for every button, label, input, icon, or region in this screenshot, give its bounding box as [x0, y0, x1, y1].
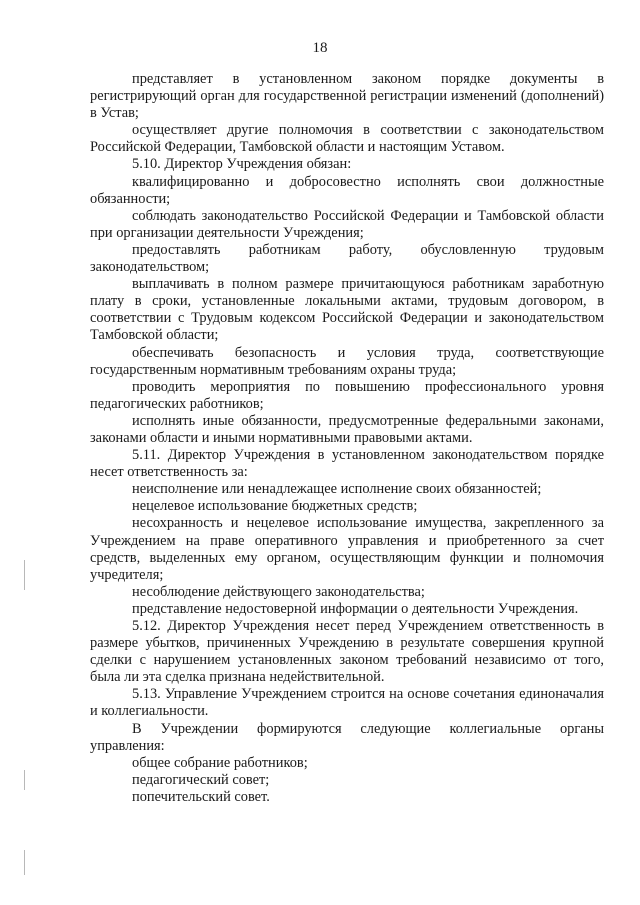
paragraph: исполнять иные обязанности, предусмотренные федеральными законами, законами области и иными нормативными правовыми актами.	[90, 412, 604, 446]
paragraph: В Учреждении формируются следующие коллегиальные органы управления:	[90, 720, 604, 754]
paragraph: несоблюдение действующего законодательства;	[132, 583, 425, 600]
scan-edge-mark	[24, 560, 25, 590]
list-item: попечительский совет.	[132, 788, 270, 805]
section-heading: 5.10. Директор Учреждения обязан:	[132, 156, 352, 173]
paragraph: представляет в установленном законом порядке документы в регистрирующий орган для государственной регистрации изменений (дополнений) в Устав;	[90, 71, 604, 122]
paragraph: выплачивать в полном размере причитающуюся работникам заработную плату в сроки, установленные локальными актами, трудовым договором, в соответствии с Трудовым кодексом Российской Федерации и законодательством Тамбовской области;	[90, 276, 604, 344]
section-heading: 5.11. Директор Учреждения в установленном законодательством порядке несет ответственность за:	[90, 447, 604, 481]
list-item: общее собрание работников;	[132, 754, 308, 771]
paragraph: осуществляет другие полномочия в соответствии с законодательством Российской Федерации, Тамбовской области и настоящим Уставом.	[90, 122, 604, 156]
paragraph: соблюдать законодательство Российской Федерации и Тамбовской области при организации деятельности Учреждения;	[90, 207, 604, 241]
paragraph: неисполнение или ненадлежащее исполнение своих обязанностей;	[132, 481, 542, 498]
paragraph: представление недостоверной информации о деятельности Учреждения.	[132, 600, 579, 617]
paragraph: предоставлять работникам работу, обусловленную трудовым законодательством;	[90, 241, 604, 276]
paragraph: несохранность и нецелевое использование имущества, закрепленного за Учреждением на праве оперативного управления и приобретенного за счет средств, выделенных ему органом, осуществляющим функции и полномочия учредителя;	[90, 515, 604, 583]
paragraph: квалифицированно и добросовестно исполнять свои должностные обязанности;	[90, 173, 604, 207]
paragraph: обеспечивать безопасность и условия труда, соответствующие государственным нормативным требованиям охраны труда;	[90, 344, 604, 378]
paragraph: проводить мероприятия по повышению профессионального уровня педагогических работников;	[90, 378, 604, 412]
section-heading: 5.13. Управление Учреждением строится на основе сочетания единоначалия и коллегиальности.	[90, 686, 604, 720]
scan-edge-mark	[24, 770, 25, 790]
list-item: педагогический совет;	[132, 771, 270, 788]
scan-edge-mark	[24, 850, 25, 875]
paragraph: нецелевое использование бюджетных средств;	[132, 498, 418, 515]
document-body	[90, 71, 604, 806]
page-number: 18	[312, 40, 328, 56]
section-heading: 5.12. Директор Учреждения несет перед Учреждением ответственность в размере убытков, причиненных Учреждению в результате совершения крупной сделки с нарушением установленных законом требований независимо от того, была ли эта сделка признана недействительной.	[90, 618, 604, 686]
